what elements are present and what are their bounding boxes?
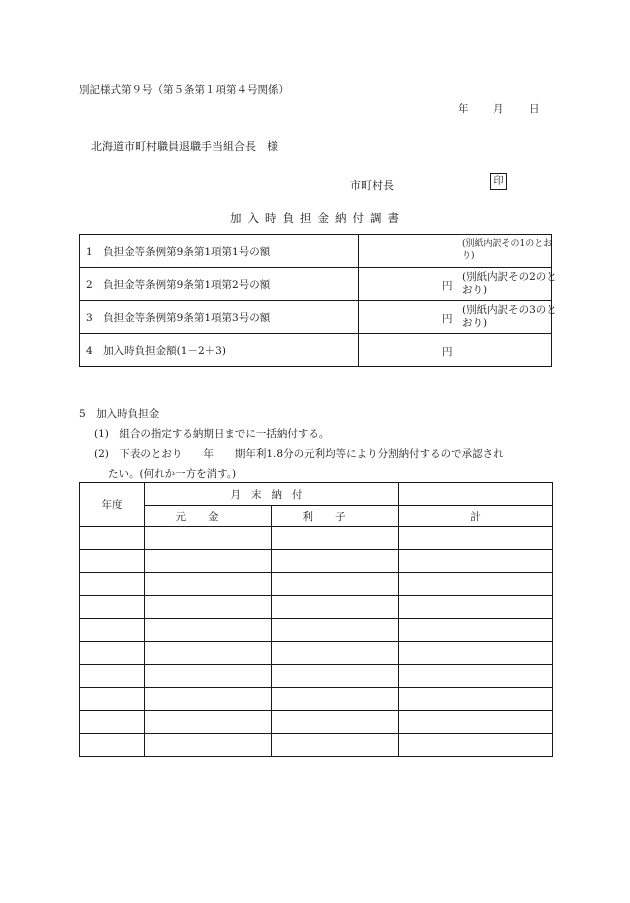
col-principal-header: 元金 <box>145 506 272 527</box>
principal-cell[interactable] <box>145 550 272 573</box>
addressee: 北海道市町村職員退職手当組合長 様 <box>91 140 278 153</box>
amount-row <box>80 334 552 367</box>
amount-row <box>80 235 552 268</box>
interest-cell[interactable] <box>272 688 399 711</box>
amount-row <box>80 268 552 301</box>
schedule-row <box>80 665 553 688</box>
schedule-row <box>80 734 553 757</box>
schedule-row <box>80 573 553 596</box>
schedule-row <box>80 550 553 573</box>
payment-schedule-table <box>79 482 553 757</box>
principal-cell[interactable] <box>145 527 272 550</box>
section5-item2: (2) 下表のとおり 年 期年利1.8分の元利均等により分割納付するので承認され <box>94 448 504 460</box>
year-cell[interactable] <box>80 550 145 573</box>
col-total-header: 計 <box>399 506 553 527</box>
schedule-row <box>80 642 553 665</box>
yen-unit: 円 <box>442 280 453 292</box>
total-cell[interactable] <box>399 573 553 596</box>
col-interest-header: 利子 <box>272 506 399 527</box>
year-cell[interactable] <box>80 573 145 596</box>
schedule-body <box>80 527 553 757</box>
year-cell[interactable] <box>80 642 145 665</box>
principal-cell[interactable] <box>145 573 272 596</box>
year-cell[interactable] <box>80 734 145 757</box>
interest-cell[interactable] <box>272 642 399 665</box>
year-cell[interactable] <box>80 619 145 642</box>
blank-header <box>399 483 553 506</box>
date-year-label: 年 <box>458 103 469 115</box>
principal-cell[interactable] <box>145 642 272 665</box>
interest-cell[interactable] <box>272 596 399 619</box>
col-year-header: 年度 <box>80 483 145 527</box>
amount-value-cell[interactable] <box>359 268 557 301</box>
total-cell[interactable] <box>399 527 553 550</box>
form-label: 別記様式第９号（第５条第１項第４号関係） <box>79 84 289 96</box>
date-month-label: 月 <box>493 103 504 115</box>
schedule-row <box>80 711 553 734</box>
document-title: 加入時負担金納付調書 <box>230 211 405 225</box>
interest-cell[interactable] <box>272 665 399 688</box>
amount-note: (別紙内訳その3のとおり) <box>462 304 557 329</box>
amount-note: (別紙内訳その2のとおり) <box>462 271 557 296</box>
year-cell[interactable] <box>80 596 145 619</box>
amount-label: 1 負担金等条例第9条第1項第1号の額 <box>80 235 359 268</box>
amount-note: (別紙内訳その1のとおり) <box>462 239 553 261</box>
amount-label: 4 加入時負担金額(1－2＋3) <box>80 334 359 367</box>
amount-value-cell[interactable] <box>359 235 552 268</box>
total-cell[interactable] <box>399 665 553 688</box>
interest-cell[interactable] <box>272 573 399 596</box>
interest-cell[interactable] <box>272 619 399 642</box>
interest-cell[interactable] <box>272 527 399 550</box>
section5-item1: (1) 組合の指定する納期日までに一括納付する。 <box>94 428 330 440</box>
schedule-row <box>80 527 553 550</box>
total-cell[interactable] <box>399 734 553 757</box>
principal-cell[interactable] <box>145 596 272 619</box>
yen-unit: 円 <box>442 313 453 325</box>
date-day-label: 日 <box>529 103 540 115</box>
amount-label: 3 負担金等条例第9条第1項第3号の額 <box>80 301 359 334</box>
yen-unit: 円 <box>442 346 453 358</box>
amount-value-cell[interactable] <box>359 301 557 334</box>
section5-title: 5 加入時負担金 <box>79 408 160 420</box>
year-cell[interactable] <box>80 527 145 550</box>
amount-label: 2 負担金等条例第9条第1項第2号の額 <box>80 268 359 301</box>
principal-cell[interactable] <box>145 688 272 711</box>
mayor-label: 市町村長 <box>350 179 394 192</box>
section5-item2-continued: たい。(何れか一方を消す。) <box>108 468 237 480</box>
total-cell[interactable] <box>399 711 553 734</box>
interest-cell[interactable] <box>272 734 399 757</box>
year-cell[interactable] <box>80 688 145 711</box>
interest-cell[interactable] <box>272 711 399 734</box>
year-cell[interactable] <box>80 711 145 734</box>
schedule-row <box>80 619 553 642</box>
principal-cell[interactable] <box>145 665 272 688</box>
amount-value-cell[interactable] <box>359 334 552 367</box>
schedule-row <box>80 688 553 711</box>
monthly-payment-header: 月末納付 <box>145 483 399 506</box>
amount-row <box>80 301 552 334</box>
total-cell[interactable] <box>399 688 553 711</box>
total-cell[interactable] <box>399 619 553 642</box>
year-cell[interactable] <box>80 665 145 688</box>
amount-table <box>79 234 557 367</box>
schedule-row <box>80 596 553 619</box>
total-cell[interactable] <box>399 642 553 665</box>
seal-mark: 印 <box>490 173 507 190</box>
interest-cell[interactable] <box>272 550 399 573</box>
total-cell[interactable] <box>399 596 553 619</box>
principal-cell[interactable] <box>145 734 272 757</box>
total-cell[interactable] <box>399 550 553 573</box>
principal-cell[interactable] <box>145 619 272 642</box>
principal-cell[interactable] <box>145 711 272 734</box>
